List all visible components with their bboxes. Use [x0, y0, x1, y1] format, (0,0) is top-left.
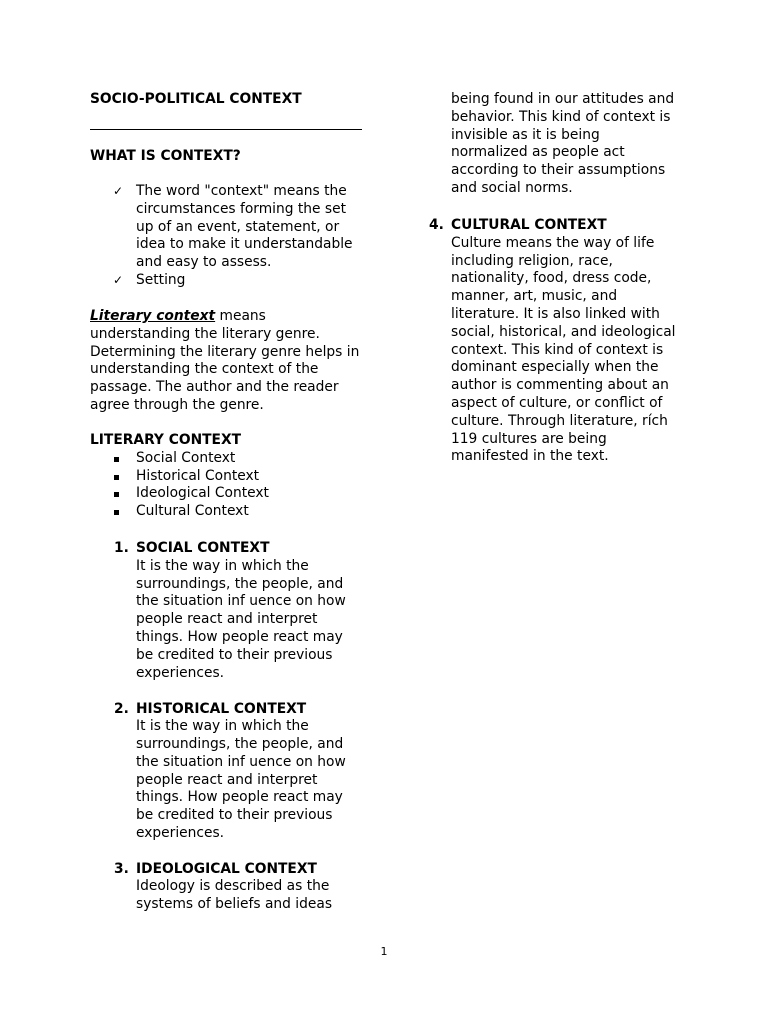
section-title: [114, 860, 332, 879]
section-line: experiences.: [136, 825, 225, 842]
document-title: SOCIO-POLITICAL CONTEXT: [90, 91, 302, 107]
section-title: [114, 700, 346, 719]
page-number: 1: [380, 945, 388, 958]
section-heading: IDEOLOGICAL CONTEXT: [136, 860, 317, 877]
checklist-item-line: up of an event, statement, or: [136, 218, 340, 235]
section-title: [114, 540, 346, 558]
section-line: behavior. This kind of context is: [451, 108, 671, 125]
section-line: manifested in the text.: [451, 448, 609, 465]
bullet-item: [136, 485, 269, 503]
section-body: [136, 558, 346, 683]
checklist-item: [136, 272, 353, 290]
paragraph-line: passage. The author and the reader: [90, 379, 339, 396]
bullet-item: [136, 503, 269, 521]
section-line: literature. It is also linked with: [451, 305, 660, 322]
section-body: [136, 718, 346, 843]
square-bullet-icon: [114, 475, 119, 480]
context-definition-list: [136, 183, 353, 290]
section-line: experiences.: [136, 664, 225, 681]
checklist-item-line: The word "context" means the: [136, 183, 347, 199]
title-divider: [90, 129, 362, 130]
section-line: according to their assumptions: [451, 162, 666, 179]
section-line: things. How people react may: [136, 789, 343, 806]
section-ideological-context-continued: [451, 91, 674, 198]
section-body: [451, 235, 675, 466]
section-line: people react and interpret: [136, 611, 318, 628]
literary-context-paragraph: [90, 308, 359, 415]
section-line: It is the way in which the: [136, 557, 309, 574]
check-mark-icon: [113, 272, 123, 290]
checklist-item-line: Setting: [136, 271, 186, 288]
bullet-item-text: Cultural Context: [136, 503, 249, 520]
section-social-context: [114, 540, 346, 682]
check-mark-icon: [113, 183, 123, 201]
section-line: author is commenting about an: [451, 377, 669, 394]
paragraph-line: understanding the context of the: [90, 361, 319, 378]
literary-context-term-suffix: means: [219, 308, 266, 324]
section-line: be credited to their previous: [136, 807, 333, 824]
bullet-item-text: Historical Context: [136, 467, 260, 484]
square-bullet-icon: [114, 510, 119, 515]
section-line: systems of beliefs and ideas: [136, 896, 333, 913]
section-number: 4.: [429, 217, 444, 233]
checklist-item: [136, 183, 353, 272]
section-cultural-context: [429, 217, 676, 466]
literary-context-body: [90, 326, 359, 415]
section-line: being found in our attitudes and: [451, 91, 675, 107]
section-line: aspect of culture, or conflict of: [451, 394, 663, 411]
section-line: invisible as it is being: [451, 126, 600, 143]
section-ideological-context: [114, 860, 333, 914]
section-line: people react and interpret: [136, 771, 318, 788]
section-line: normalized as people act: [451, 144, 625, 161]
section-line: the situation inf uence on how: [136, 593, 346, 610]
section-line: context. This kind of context is: [451, 341, 664, 358]
paragraph-line: Determining the literary genre helps in: [90, 343, 360, 360]
bullet-item: [136, 468, 269, 486]
checklist-item-line: idea to make it understandable: [136, 236, 353, 253]
bullet-item: [136, 450, 269, 468]
section-heading: CULTURAL CONTEXT: [451, 217, 607, 233]
checklist-item-line: and easy to assess.: [136, 254, 272, 271]
paragraph-line: understanding the literary genre.: [90, 325, 320, 342]
checklist-item-text: [136, 272, 353, 290]
section-line: including religion, race,: [451, 252, 613, 269]
section-line: surroundings, the people, and: [136, 575, 344, 592]
literary-context-heading: LITERARY CONTEXT: [90, 432, 242, 448]
section-number: 1.: [114, 540, 129, 556]
section-historical-context: [114, 700, 346, 843]
checklist-item-text: [136, 183, 353, 272]
section-line: social, historical, and ideological: [451, 323, 676, 340]
section-line: and social norms.: [451, 179, 573, 196]
checklist-item-line: circumstances forming the set: [136, 200, 347, 217]
square-bullet-icon: [114, 492, 119, 497]
section-line: Culture means the way of life: [451, 234, 655, 251]
paragraph-line: agree through the genre.: [90, 396, 264, 413]
section-line: the situation inf uence on how: [136, 753, 346, 770]
literary-context-first-line: [90, 308, 359, 326]
section-line: Ideology is described as the: [136, 878, 330, 895]
literary-context-term: Literary context: [90, 308, 216, 324]
section-line: nationality, food, dress code,: [451, 270, 652, 287]
section-heading: SOCIAL CONTEXT: [136, 540, 270, 556]
square-bullet-icon: [114, 457, 119, 462]
bullet-item-text: Social Context: [136, 449, 236, 466]
section-line: 119 cultures are being: [451, 430, 607, 447]
section-line: things. How people react may: [136, 628, 343, 645]
section-line: culture. Through literature, rích: [451, 412, 668, 429]
section-line: It is the way in which the: [136, 718, 309, 735]
section-number: 2.: [114, 700, 129, 717]
section-line: be credited to their previous: [136, 646, 333, 663]
section-body: [451, 91, 674, 198]
section-heading: HISTORICAL CONTEXT: [136, 700, 307, 717]
section-line: surroundings, the people, and: [136, 736, 344, 753]
section-title: [429, 217, 675, 235]
what-is-context-heading: WHAT IS CONTEXT?: [90, 148, 241, 164]
literary-context-types: [90, 432, 269, 521]
section-line: manner, art, music, and: [451, 288, 618, 305]
section-line: dominant especially when the: [451, 359, 659, 376]
section-number: 3.: [114, 860, 129, 877]
bullet-item-text: Ideological Context: [136, 485, 269, 502]
section-body: [136, 878, 332, 914]
